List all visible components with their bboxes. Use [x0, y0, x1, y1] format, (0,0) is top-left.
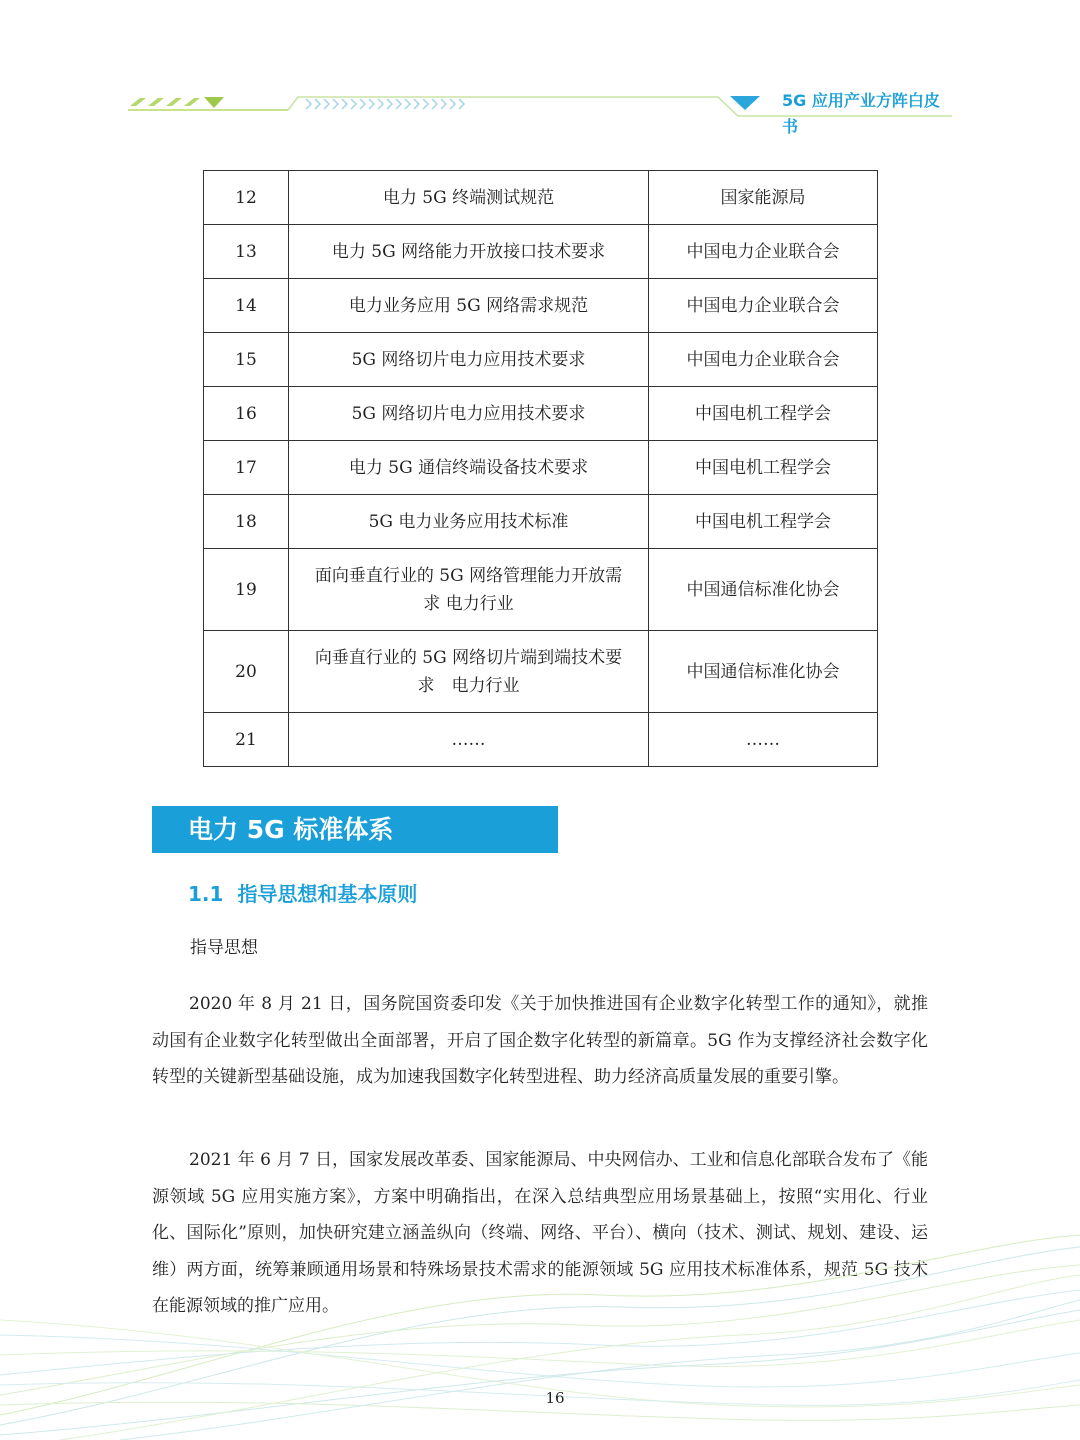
standard-name [289, 549, 649, 631]
standards-table [203, 170, 878, 767]
table-row [204, 713, 878, 767]
standard-name-line: 求 电力行业 [417, 675, 520, 696]
standard-name: …… [289, 713, 649, 767]
table-row [204, 387, 878, 441]
standard-name-line: 面向垂直行业的 5G 网络管理能力开放需 [314, 565, 623, 586]
body-paragraph: 2021 年 6 月 7 日，国家发展改革委、国家能源局、中央网信办、工业和信息化部联合发布了《能源领域 5G 应用实施方案》，方案中明确指出，在深入总结典型应用场景基础上，按照“实用化、行业化、国际化”原则，加快研究建立涵盖纵向（终端、网络、平台）、横向（技术、测试、规划、建设、运维）两方面，统筹兼顾通用场景和特殊场景技术需求的能源领域 5G 应用技术标准体系，规范 5G 技术在能源领域的推广应用。 [152, 1150, 928, 1316]
issuing-organization: 中国通信标准化协会 [649, 549, 878, 631]
standard-name-line: 向垂直行业的 5G 网络切片端到端技术要 [314, 647, 623, 668]
standard-name: 电力 5G 网络能力开放接口技术要求 [289, 225, 649, 279]
table-row [204, 441, 878, 495]
subsection-heading [188, 878, 417, 910]
standard-name [289, 631, 649, 713]
standard-name: 5G 网络切片电力应用技术要求 [289, 387, 649, 441]
header-green-triangle [204, 97, 224, 108]
row-number: 18 [204, 495, 289, 549]
row-number: 13 [204, 225, 289, 279]
row-number: 14 [204, 279, 289, 333]
row-number: 20 [204, 631, 289, 713]
row-number: 15 [204, 333, 289, 387]
standard-name: 5G 电力业务应用技术标准 [289, 495, 649, 549]
header-chevrons [306, 99, 464, 109]
header-blue-triangle [730, 96, 760, 110]
issuing-organization: 中国电机工程学会 [649, 495, 878, 549]
issuing-organization: 国家能源局 [649, 171, 878, 225]
issuing-organization: 中国通信标准化协会 [649, 631, 878, 713]
standard-name-line: 求 电力行业 [423, 593, 514, 614]
issuing-organization: 中国电力企业联合会 [649, 225, 878, 279]
table-row [204, 225, 878, 279]
row-number: 19 [204, 549, 289, 631]
header-decoration [0, 0, 1080, 140]
standard-name: 电力业务应用 5G 网络需求规范 [289, 279, 649, 333]
row-number: 21 [204, 713, 289, 767]
table-row [204, 279, 878, 333]
table-row [204, 333, 878, 387]
row-number: 17 [204, 441, 289, 495]
standard-name: 5G 网络切片电力应用技术要求 [289, 333, 649, 387]
guiding-thought-label: 指导思想 [190, 938, 258, 958]
standard-name: 电力 5G 通信终端设备技术要求 [289, 441, 649, 495]
issuing-organization: 中国电力企业联合会 [649, 279, 878, 333]
row-number: 12 [204, 171, 289, 225]
issuing-organization: 中国电机工程学会 [649, 441, 878, 495]
page-number: 16 [545, 1389, 565, 1407]
standard-name: 电力 5G 终端测试规范 [289, 171, 649, 225]
subsection-number: 1.1 [188, 882, 224, 906]
section-heading: 电力 5G 标准体系 [152, 806, 558, 853]
table-row [204, 549, 878, 631]
table-row [204, 171, 878, 225]
issuing-organization: 中国电力企业联合会 [649, 333, 878, 387]
header-green-stripes [130, 98, 200, 106]
table-row [204, 631, 878, 713]
header-title: 5G 应用产业方阵白皮书 [782, 91, 940, 136]
row-number: 16 [204, 387, 289, 441]
body-paragraph: 2020 年 8 月 21 日，国务院国资委印发《关于加快推进国有企业数字化转型工作的通知》，就推动国有企业数字化转型做出全面部署，开启了国企数字化转型的新篇章。5G 作为支撑经济社会数字化转型的关键新型基础设施，成为加速我国数字化转型进程、助力经济高质量发展的重要引擎。 [152, 994, 928, 1087]
issuing-organization: 中国电机工程学会 [649, 387, 878, 441]
issuing-organization: …… [649, 713, 878, 767]
table-row [204, 495, 878, 549]
subsection-title: 指导思想和基本原则 [237, 882, 418, 906]
